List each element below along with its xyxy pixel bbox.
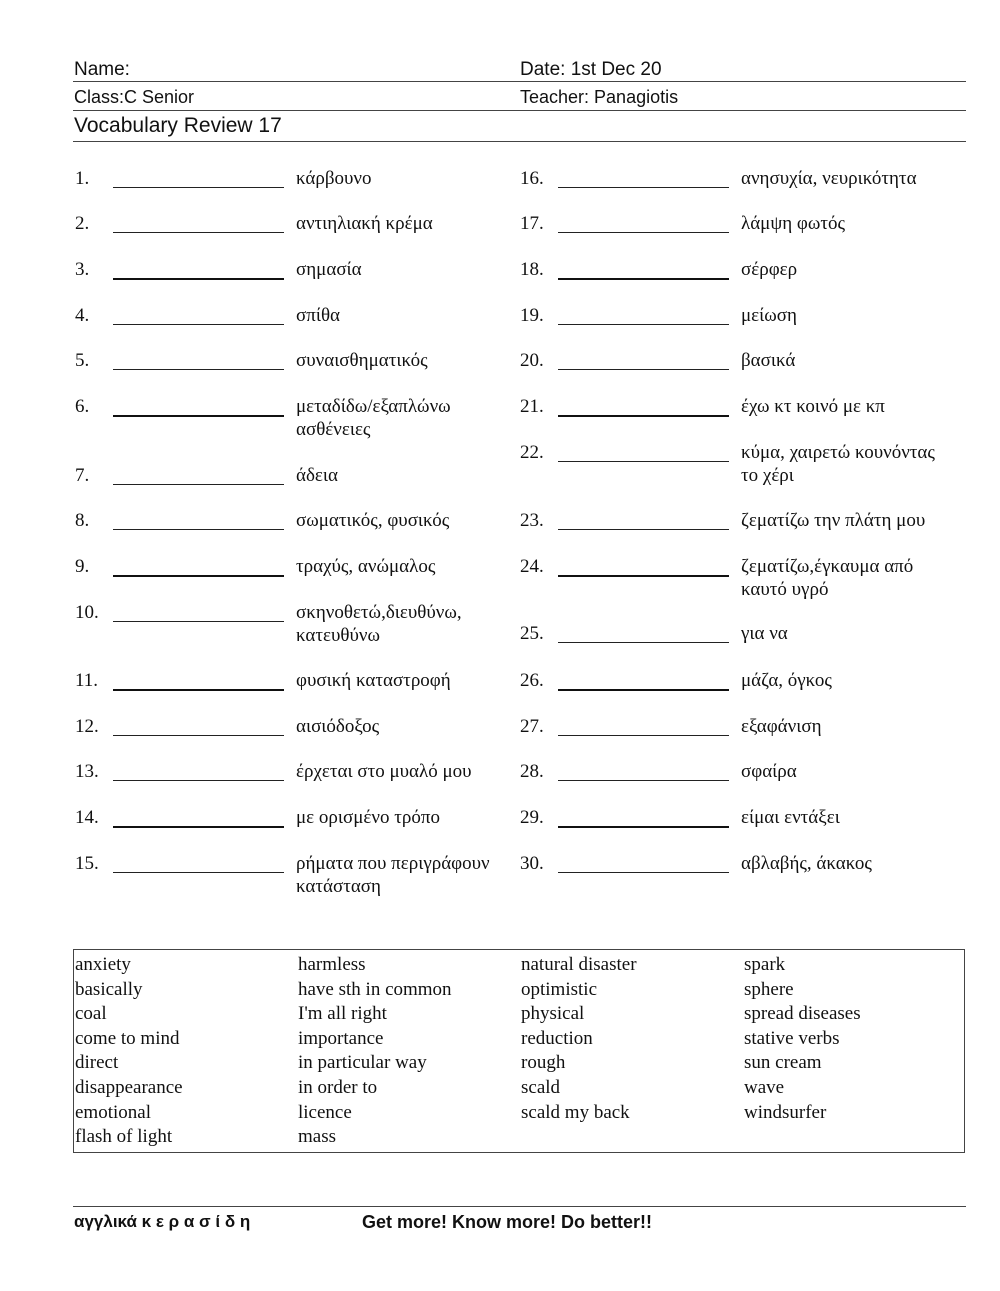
word-bank (73, 949, 965, 1153)
greek-prompt: σέρφερ (741, 259, 798, 280)
question-number: 21. (520, 396, 544, 417)
answer-blank[interactable] (558, 575, 729, 577)
word-bank-word: scald (521, 1076, 561, 1098)
greek-prompt: λάμψη φωτός (741, 213, 846, 234)
question-number: 6. (75, 396, 90, 417)
question-number: 2. (75, 213, 90, 234)
answer-blank[interactable] (113, 872, 284, 873)
greek-prompt: με ορισμένο τρόπο (296, 807, 440, 828)
header-divider (73, 141, 966, 142)
question-number: 16. (520, 168, 544, 189)
question-number: 18. (520, 259, 544, 280)
class-label: Class:C Senior (74, 87, 195, 107)
greek-prompt: μείωση (741, 305, 797, 326)
question-number: 30. (520, 853, 544, 874)
greek-prompt: έρχεται στο μυαλό μου (296, 761, 472, 782)
greek-prompt: ζεματίζω την πλάτη μου (741, 510, 926, 531)
greek-prompt: μεταδίδω/εξαπλώνω ασθένειες (296, 396, 451, 440)
word-bank-word: rough (521, 1052, 566, 1074)
greek-prompt: συναισθηματικός (296, 350, 428, 371)
question-number: 3. (75, 259, 90, 280)
question-number: 14. (75, 807, 99, 828)
word-bank-word: in order to (298, 1076, 378, 1098)
word-bank-word: direct (75, 1052, 119, 1074)
greek-prompt: άδεια (296, 465, 338, 486)
word-bank-word: harmless (298, 954, 366, 975)
greek-prompt: ζεματίζω,έγκαυμα από καυτό υγρό (741, 556, 914, 600)
word-bank-word: basically (75, 978, 143, 1000)
word-bank-column (75, 953, 183, 1150)
greek-prompt: έχω κτ κοινό με κπ (741, 396, 885, 417)
question-number: 19. (520, 305, 544, 326)
word-bank-word: importance (298, 1027, 384, 1049)
answer-blank[interactable] (558, 826, 729, 828)
word-bank-word: reduction (521, 1027, 593, 1049)
greek-prompt: μάζα, όγκος (741, 670, 832, 691)
greek-prompt: αβλαβής, άκακος (741, 853, 872, 874)
greek-prompt: ρήματα που περιγράφουν κατάσταση (296, 853, 490, 897)
answer-blank[interactable] (113, 826, 284, 828)
answer-blank[interactable] (113, 780, 284, 781)
answer-blank[interactable] (558, 369, 729, 370)
answer-blank[interactable] (558, 415, 729, 417)
question-number: 12. (75, 716, 99, 737)
footer-brand: αγγλικά κ ε ρ α σ ί δ η (74, 1212, 251, 1231)
question-number: 27. (520, 716, 544, 737)
word-bank-column (521, 953, 637, 1125)
word-bank-word: in particular way (298, 1052, 427, 1074)
answer-blank[interactable] (113, 529, 284, 530)
question-number: 8. (75, 510, 90, 531)
greek-prompt: σπίθα (296, 305, 341, 326)
word-bank-word: optimistic (521, 978, 597, 1000)
greek-prompt: φυσική καταστροφή (296, 670, 451, 691)
header-divider (73, 81, 966, 82)
question-number: 11. (75, 670, 99, 691)
word-bank-word: sphere (744, 978, 794, 1000)
greek-prompt: σωματικός, φυσικός (296, 510, 450, 531)
word-bank-word: natural disaster (521, 954, 637, 975)
question-number: 23. (520, 510, 544, 531)
question-number: 5. (75, 350, 90, 371)
greek-prompt: τραχύς, ανώμαλος (296, 556, 436, 577)
answer-blank[interactable] (113, 278, 284, 280)
question-number: 25. (520, 623, 544, 644)
answer-blank[interactable] (113, 621, 284, 622)
word-bank-word: anxiety (75, 954, 131, 975)
question-number: 22. (520, 442, 544, 463)
footer-divider (73, 1206, 966, 1207)
answer-blank[interactable] (113, 369, 284, 370)
answer-blank[interactable] (558, 278, 729, 280)
greek-prompt: αντιηλιακή κρέμα (296, 213, 433, 234)
answer-blank[interactable] (113, 575, 284, 577)
word-bank-word: have sth in common (298, 978, 452, 1000)
question-number: 7. (75, 465, 90, 486)
question-number: 9. (75, 556, 90, 577)
header-divider (73, 110, 966, 111)
question-number: 17. (520, 213, 544, 234)
answer-blank[interactable] (558, 642, 729, 643)
answer-blank[interactable] (113, 187, 284, 188)
answer-blank[interactable] (558, 232, 729, 233)
word-bank-word: scald my back (521, 1101, 630, 1123)
answer-blank[interactable] (558, 324, 729, 325)
answer-blank[interactable] (113, 689, 284, 691)
page-title: Vocabulary Review 17 (74, 114, 282, 137)
greek-prompt: κάρβουνο (296, 168, 372, 189)
question-number: 13. (75, 761, 99, 782)
answer-blank[interactable] (113, 324, 284, 325)
greek-prompt: αισιόδοξος (296, 716, 380, 737)
answer-blank[interactable] (558, 735, 729, 736)
word-bank-word: spread diseases (744, 1003, 861, 1025)
greek-prompt: για να (741, 623, 788, 644)
word-bank-word: windsurfer (744, 1101, 827, 1123)
question-number: 28. (520, 761, 544, 782)
footer-slogan: Get more! Know more! Do better!! (362, 1212, 653, 1232)
name-label: Name: (74, 59, 130, 80)
date-label: Date: 1st Dec 20 (520, 59, 662, 80)
question-number: 4. (75, 305, 90, 326)
word-bank-word: stative verbs (744, 1027, 840, 1049)
answer-blank[interactable] (113, 484, 284, 485)
answer-blank[interactable] (113, 232, 284, 233)
word-bank-word: physical (521, 1003, 585, 1025)
word-bank-word: wave (744, 1076, 785, 1098)
answer-blank[interactable] (558, 780, 729, 781)
greek-prompt: σκηνοθετώ,διευθύνω, κατευθύνω (296, 602, 462, 646)
question-number: 10. (75, 602, 99, 623)
greek-prompt: σημασία (296, 259, 362, 280)
question-number: 26. (520, 670, 544, 691)
greek-prompt: εξαφάνιση (741, 716, 822, 737)
question-number: 29. (520, 807, 544, 828)
answer-blank[interactable] (558, 689, 729, 691)
greek-prompt: κύμα, χαιρετώ κουνόντας το χέρι (741, 442, 935, 486)
answer-blank[interactable] (558, 461, 729, 462)
word-bank-word: spark (744, 954, 786, 975)
word-bank-word: licence (298, 1101, 352, 1123)
word-bank-word: disappearance (75, 1076, 183, 1098)
word-bank-word: I'm all right (298, 1003, 387, 1025)
word-bank-word: sun cream (744, 1052, 822, 1074)
word-bank-word: flash of light (75, 1126, 173, 1148)
answer-blank[interactable] (113, 415, 284, 417)
word-bank-word: emotional (75, 1101, 151, 1123)
question-number: 1. (75, 168, 90, 189)
greek-prompt: είμαι εντάξει (741, 807, 840, 828)
question-number: 15. (75, 853, 99, 874)
word-bank-column (744, 953, 861, 1125)
word-bank-column (298, 953, 452, 1150)
answer-blank[interactable] (558, 872, 729, 873)
word-bank-word: coal (75, 1003, 107, 1025)
question-number: 20. (520, 350, 544, 371)
word-bank-word: mass (298, 1126, 336, 1148)
teacher-label: Teacher: Panagiotis (520, 87, 679, 107)
answer-blank[interactable] (558, 529, 729, 530)
word-bank-word: come to mind (75, 1027, 180, 1049)
greek-prompt: ανησυχία, νευρικότητα (741, 168, 917, 189)
greek-prompt: βασικά (741, 350, 796, 371)
question-number: 24. (520, 556, 544, 577)
answer-blank[interactable] (113, 735, 284, 736)
answer-blank[interactable] (558, 187, 729, 188)
greek-prompt: σφαίρα (741, 761, 797, 782)
